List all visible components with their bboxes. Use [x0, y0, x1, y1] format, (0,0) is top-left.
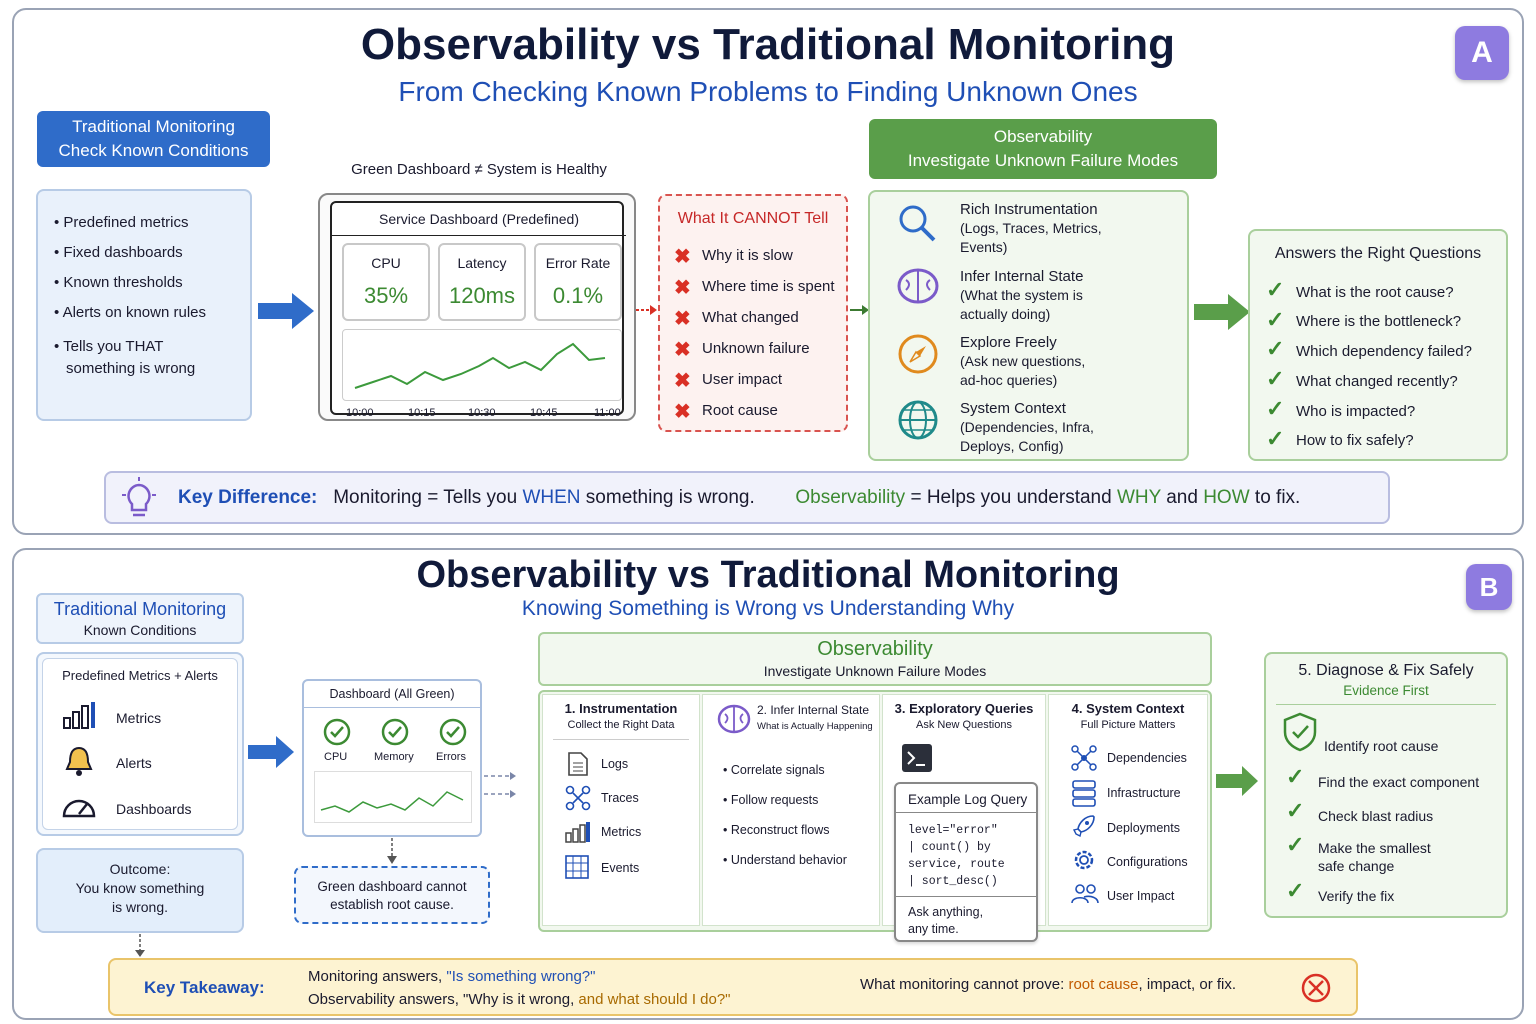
diagnose-box: [1264, 652, 1508, 918]
list-item: Verify the fix: [1318, 888, 1395, 904]
list-item: Make the smallest: [1318, 840, 1431, 856]
list-item: • Known thresholds: [54, 274, 183, 291]
page-title-a: Observability vs Traditional Monitoring: [360, 20, 1176, 69]
list-item: Dependencies: [1107, 751, 1187, 765]
x-icon: ✖: [674, 308, 691, 330]
subtitle-b: Knowing Something is Wrong vs Understanding Why: [521, 597, 1015, 620]
observability-head-title: Observability: [993, 127, 1093, 146]
list-item: Alerts: [116, 755, 152, 771]
check-label: Memory: [374, 751, 414, 763]
list-item: Check blast radius: [1318, 808, 1434, 824]
check-icon: ✓: [1266, 396, 1285, 421]
sparkline-box-b: [314, 771, 472, 823]
check-label: Errors: [436, 751, 466, 763]
check-circle-icon: [322, 717, 352, 747]
arrow-right-icon: [248, 736, 296, 768]
takeaway-line-2: Observability answers, "Why is it wrong, and what should I do?": [308, 991, 731, 1008]
x-icon: ✖: [674, 370, 691, 392]
page-title-b: Observability vs Traditional Monitoring: [416, 554, 1120, 596]
dashed-arrows-icon: [484, 766, 518, 806]
cannot-tell-title: What It CANNOT Tell: [677, 210, 829, 227]
time-label: 10:15: [408, 407, 436, 419]
check-icon: ✓: [1266, 336, 1285, 361]
list-item: Events: [601, 861, 640, 875]
traditional-head-b: Traditional Monitoring Known Conditions: [36, 593, 244, 644]
dashboard-title: Service Dashboard (Predefined): [379, 211, 579, 227]
observability-head-a: [869, 119, 1217, 179]
traditional-head-a: [37, 111, 270, 167]
check-icon: ✓: [1286, 764, 1305, 789]
list-item: Unknown failure: [702, 340, 810, 357]
list-item: What changed recently?: [1296, 373, 1458, 390]
panel-a: [12, 8, 1524, 535]
badge-a: A: [1455, 26, 1509, 80]
arrow-right-icon: [258, 293, 316, 329]
col-exploratory: 3. Exploratory Queries Ask New Questions: [882, 694, 1046, 926]
takeaway-bar: [108, 958, 1358, 1016]
dashboard-b-title: Dashboard (All Green): [329, 687, 455, 701]
observability-head-sub: Investigate Unknown Failure Modes: [907, 151, 1179, 170]
list-item: Why it is slow: [702, 247, 793, 264]
arrow-small-red-icon: [636, 304, 658, 316]
arrow-down-icon: [386, 838, 398, 866]
x-icon: ✖: [674, 246, 691, 268]
col2-title: 2. Infer Internal State: [757, 703, 870, 717]
gauge-icon: [60, 790, 98, 822]
key-difference-text: Key Difference: Monitoring = Tells you WHEN something is wrong. Observability = Helps you understand WHY and HOW to fix.: [178, 487, 1301, 508]
list-item: Configurations: [1107, 855, 1188, 869]
metric-latency: Latency 120ms: [438, 243, 526, 321]
list-item: Infrastructure: [1107, 786, 1181, 800]
observability-list-a: [868, 190, 1189, 461]
check-icon: ✓: [1266, 366, 1285, 391]
list-item: Dashboards: [116, 801, 192, 817]
grid-icon: [565, 855, 589, 879]
x-icon: ✖: [674, 401, 691, 423]
check-circle-icon: [380, 717, 410, 747]
list-item: • Follow requests: [723, 793, 819, 807]
list-item: safe change: [1318, 858, 1395, 874]
traces-icon: [565, 785, 591, 811]
badge-b: B: [1466, 564, 1512, 610]
arrow-right-green-icon: [1216, 766, 1260, 796]
brain-icon: [896, 266, 940, 306]
globe-icon: [896, 398, 940, 442]
col-infer-state: [702, 694, 880, 926]
check-icon: ✓: [1286, 832, 1305, 857]
answers-title: Answers the Right Questions: [1274, 245, 1482, 262]
list-item: • Alerts on known rules: [54, 304, 206, 321]
arrow-right-green-icon: [1194, 294, 1252, 330]
magnifier-icon: [896, 202, 938, 244]
list-item: User impact: [702, 371, 783, 388]
check-icon: ✓: [1266, 426, 1285, 451]
list-item: Who is impacted?: [1296, 403, 1416, 420]
col-instrumentation: 1. Instrumentation Collect the Right Data Logs Traces Metrics Events: [542, 694, 700, 926]
obs-item-4: System Context (Dependencies, Infra, Deploys, Config): [960, 400, 1094, 454]
list-item: Root cause: [702, 402, 778, 419]
rocket-icon: [1071, 813, 1097, 839]
check-icon: ✓: [1286, 798, 1305, 823]
takeaway-right: What monitoring cannot prove: root cause, impact, or fix.: [860, 976, 1237, 993]
brain-icon: [717, 703, 751, 735]
bar-chart-icon: [62, 700, 96, 730]
query-foot: Ask anything, any time.: [908, 905, 984, 936]
lightbulb-icon: [116, 475, 162, 523]
dashboard-b: [302, 679, 482, 837]
query-code: level="error" | count() by service, route | sort_desc(): [908, 824, 1005, 888]
time-label: 10:00: [346, 407, 374, 419]
observability-head-b: Observability Investigate Unknown Failure Modes: [538, 632, 1212, 686]
query-box: [894, 782, 1038, 942]
shield-check-icon: [1282, 712, 1318, 752]
dashboard-caption: Green Dashboard ≠ System is Healthy: [351, 161, 607, 178]
key-difference-bar: [104, 471, 1390, 524]
dashboard-note: Green dashboard cannot establish root cause.: [294, 866, 490, 924]
dashboard-a: [318, 193, 636, 421]
obs-item-3: Explore Freely (Ask new questions, ad-hoc queries): [960, 334, 1086, 388]
col-system-context: 4. System Context Full Picture Matters Dependencies Infrastructure Deployments Configurations User Impact: [1048, 694, 1208, 926]
network-icon: [1071, 745, 1097, 771]
list-item: Deployments: [1107, 821, 1180, 835]
list-item: Metrics: [601, 825, 642, 839]
sparkline-chart: [343, 330, 623, 402]
takeaway-label: Key Takeaway:: [144, 978, 265, 997]
list-item: • Fixed dashboards: [54, 244, 183, 261]
list-item: Which dependency failed?: [1296, 343, 1472, 360]
query-title: Example Log Query: [908, 792, 1028, 807]
traditional-head-sub: Check Known Conditions: [58, 141, 249, 160]
bar-chart-icon: [565, 821, 591, 843]
diagnose-title: 5. Diagnose & Fix Safely: [1298, 662, 1474, 679]
users-icon: [1071, 883, 1099, 905]
list-item: User Impact: [1107, 889, 1175, 903]
outcome-box: Outcome: You know something is wrong.: [36, 848, 244, 933]
obs-item-1: Rich Instrumentation (Logs, Traces, Metrics, Events): [960, 201, 1102, 255]
terminal-icon: [901, 743, 933, 773]
list-item: • Tells you THAT: [54, 338, 164, 355]
cannot-tell-box: [658, 194, 848, 432]
traditional-head-title: Traditional Monitoring: [72, 117, 235, 136]
time-label: 10:45: [530, 407, 558, 419]
arrow-down-icon: [134, 934, 146, 958]
list-item: Where is the bottleneck?: [1296, 313, 1462, 330]
traditional-box-title: Predefined Metrics + Alerts: [62, 668, 218, 683]
list-item: Find the exact component: [1318, 774, 1480, 790]
sparkline-chart: [315, 772, 473, 824]
no-entry-icon: [1300, 972, 1332, 1004]
list-item: • Understand behavior: [723, 853, 847, 867]
bell-icon: [62, 744, 96, 778]
x-icon: ✖: [674, 277, 691, 299]
takeaway-line-1: Monitoring answers, "Is something wrong?": [308, 968, 596, 985]
check-icon: ✓: [1286, 878, 1305, 903]
list-item: Identify root cause: [1324, 738, 1439, 754]
list-item: • Correlate signals: [723, 763, 825, 777]
check-circle-icon: [438, 717, 468, 747]
server-icon: [1071, 779, 1097, 807]
check-label: CPU: [324, 751, 348, 763]
panel-b: [12, 548, 1524, 1020]
col2-sub: What is Actually Happening: [757, 721, 873, 732]
list-item: Metrics: [116, 710, 162, 726]
subtitle-a: From Checking Known Problems to Finding Unknown Ones: [398, 76, 1138, 107]
list-item: something is wrong: [66, 360, 196, 377]
check-icon: ✓: [1266, 307, 1285, 332]
list-item: What changed: [702, 309, 799, 326]
traditional-box-b: [36, 652, 244, 836]
list-item: Logs: [601, 757, 629, 771]
gear-icon: [1071, 847, 1097, 873]
sparkline-box: [342, 329, 622, 401]
list-item: • Predefined metrics: [54, 214, 189, 231]
list-item: Where time is spent: [702, 278, 835, 295]
check-icon: ✓: [1266, 277, 1285, 302]
metric-cpu: CPU 35%: [342, 243, 430, 321]
diagnose-sub: Evidence First: [1343, 683, 1429, 698]
traditional-list-a: [36, 189, 252, 421]
obs-item-2: Infer Internal State (What the system is actually doing): [960, 268, 1084, 322]
list-item: How to fix safely?: [1296, 432, 1414, 449]
x-icon: ✖: [674, 339, 691, 361]
arrow-small-green-icon: [850, 304, 870, 316]
answers-box: [1248, 229, 1508, 461]
compass-icon: [896, 332, 940, 376]
list-item: Traces: [601, 791, 639, 805]
metric-error-rate: Error Rate 0.1%: [534, 243, 622, 321]
time-label: 11:00: [594, 407, 621, 419]
time-label: 10:30: [468, 407, 496, 419]
list-item: • Reconstruct flows: [723, 823, 830, 837]
list-item: What is the root cause?: [1296, 284, 1454, 301]
document-icon: [567, 751, 589, 777]
